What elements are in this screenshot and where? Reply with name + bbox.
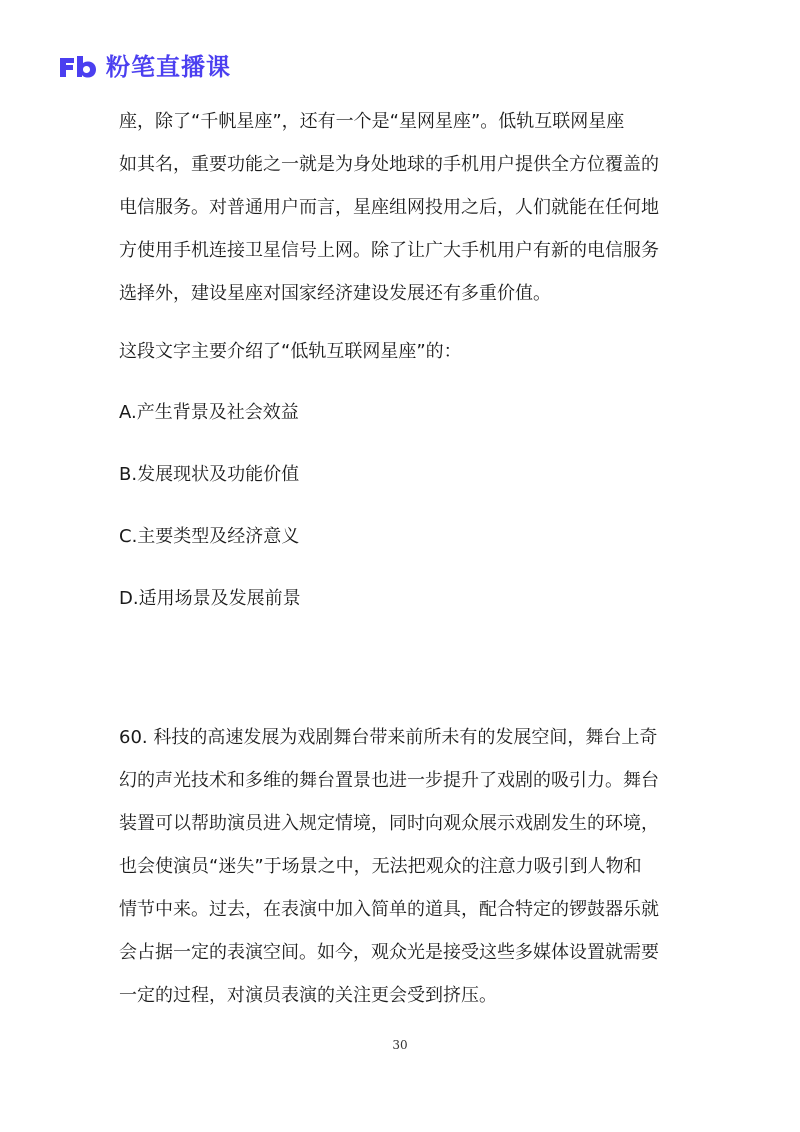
- question-60-line: 会占据一定的表演空间。如今，观众光是接受这些多媒体设置就需要: [119, 942, 659, 963]
- option-a: A.产生背景及社会效益: [119, 402, 299, 423]
- passage-line: 选择外，建设星座对国家经济建设发展还有多重价值。: [119, 283, 551, 304]
- question-60: [119, 716, 679, 1017]
- question-60-line: 一定的过程，对演员表演的关注更会受到挤压。: [119, 985, 497, 1006]
- document-body: [119, 100, 679, 1017]
- brand-header: [58, 50, 231, 84]
- option-d: D.适用场景及发展前景: [119, 588, 301, 609]
- question-60-line: 装置可以帮助演员进入规定情境，同时向观众展示戏剧发生的环境，: [119, 813, 659, 834]
- brand-name: 粉笔直播课: [106, 53, 231, 81]
- passage-line: 电信服务。对普通用户而言，星座组网投用之后，人们就能在任何地: [119, 197, 659, 218]
- passage-line: 如其名，重要功能之一就是为身处地球的手机用户提供全方位覆盖的: [119, 154, 659, 175]
- question-stem: 这段文字主要介绍了“低轨互联网星座”的：: [119, 341, 462, 362]
- question-60-line: 也会使演员“迷失”于场景之中，无法把观众的注意力吸引到人物和: [119, 856, 642, 877]
- question-60-line: 幻的声光技术和多维的舞台置景也进一步提升了戏剧的吸引力。舞台: [119, 770, 659, 791]
- answer-options: [119, 391, 679, 639]
- question-60-line: 情节中来。过去，在表演中加入简单的道具，配合特定的锣鼓器乐就: [119, 899, 659, 920]
- question-60-line: 60. 科技的高速发展为戏剧舞台带来前所未有的发展空间，舞台上奇: [119, 727, 658, 748]
- option-c: C.主要类型及经济意义: [119, 526, 300, 547]
- passage-line: 方使用手机连接卫星信号上网。除了让广大手机用户有新的电信服务: [119, 240, 659, 261]
- passage-line: 座，除了“千帆星座”，还有一个是“星网星座”。低轨互联网星座: [119, 111, 625, 132]
- fenbi-logo-icon: [58, 55, 98, 79]
- page-number: 30: [392, 1038, 408, 1052]
- passage: [119, 100, 679, 315]
- option-b: B.发展现状及功能价值: [119, 464, 300, 485]
